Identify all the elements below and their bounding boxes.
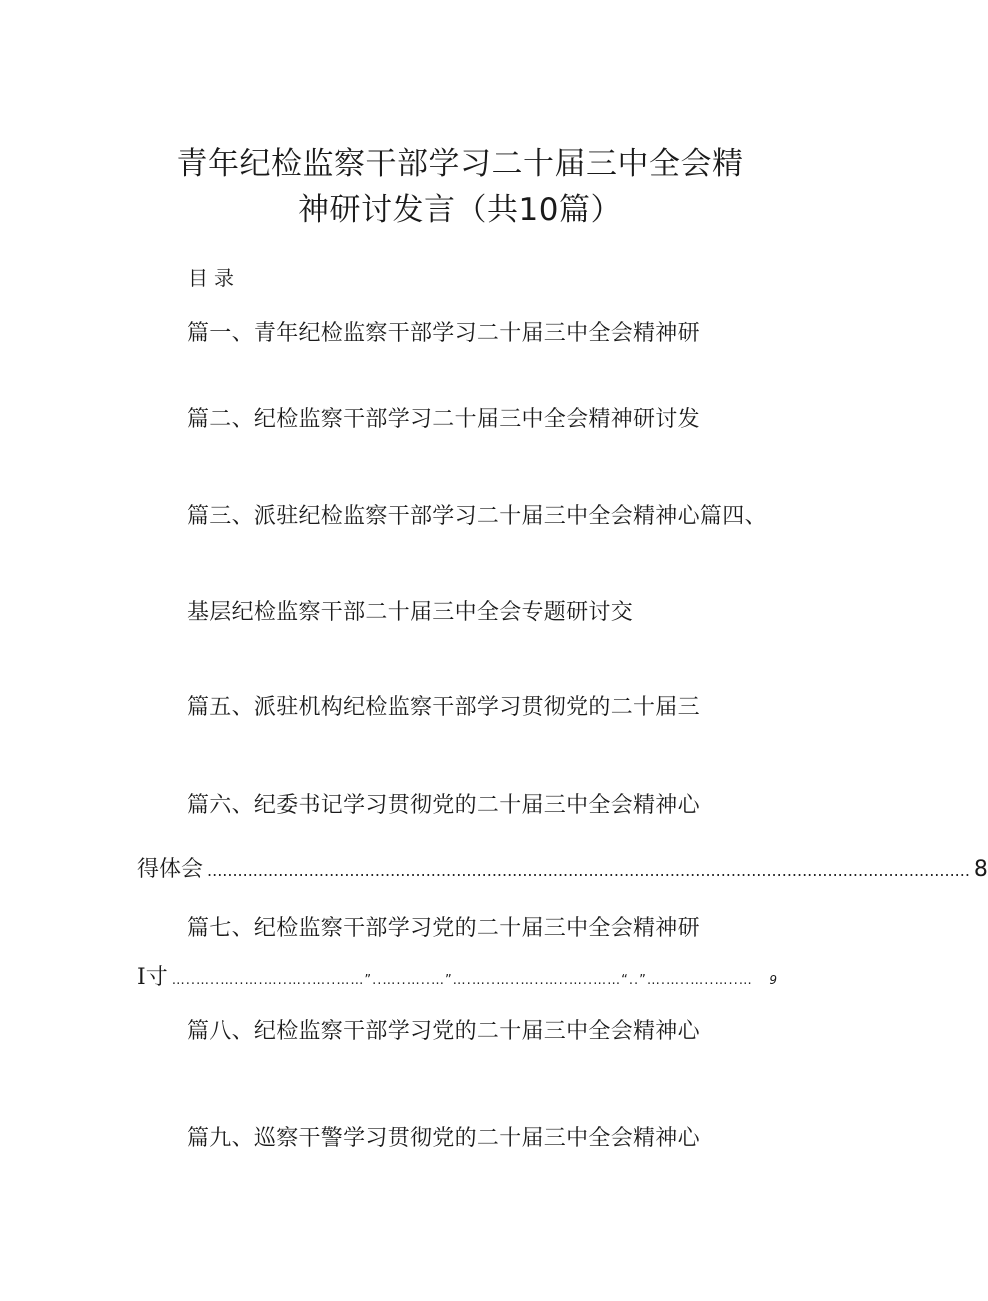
toc-entry-6-tail: 得体会 [137,857,204,882]
document-title-line-1: 青年纪检监察干部学习二十届三中全会精 [176,146,744,182]
toc-entry-8: 篇八、纪检监察干部学习党的二十届三中全会精神心 [187,1019,700,1044]
toc-entry-7: 篇七、纪检监察干部学习党的二十届三中全会精神研 [187,916,700,941]
toc-page-number: 8 [973,857,988,882]
toc-entry-9: 篇九、巡察干警学习贯彻党的二十届三中全会精神心 [187,1126,700,1151]
document-title-line-2: 神研讨发言（共10篇） [298,192,622,228]
toc-entry-6-leader-line [137,852,988,883]
toc-page-number: 9 [769,973,777,987]
toc-heading: 目录 [188,266,240,290]
toc-entry-3: 篇三、派驻纪检监察干部学习二十届三中全会精神心篇四、 [187,504,767,529]
toc-leader-dots: ...................................................................................................................................................... [207,861,970,880]
toc-entry-1: 篇一、青年纪检监察干部学习二十届三中全会精神研 [187,321,700,346]
toc-entry-4-continued: 基层纪检监察干部二十届三中全会专题研讨交 [187,600,634,625]
toc-entry-6: 篇六、纪委书记学习贯彻党的二十届三中全会精神心 [187,793,700,818]
toc-entry-5: 篇五、派驻机构纪检监察干部学习贯彻党的二十届三 [187,695,700,720]
toc-entry-7-tail: I寸 [137,965,168,990]
toc-entry-2: 篇二、纪检监察干部学习二十届三中全会精神研讨发 [187,407,700,432]
toc-leader-dots: …..…..…..….…..…..…..……”..…..…..…”….…..…..…..…..…..……“..”….…..…..…..… [171,973,753,988]
toc-entry-7-leader-line [137,960,777,991]
